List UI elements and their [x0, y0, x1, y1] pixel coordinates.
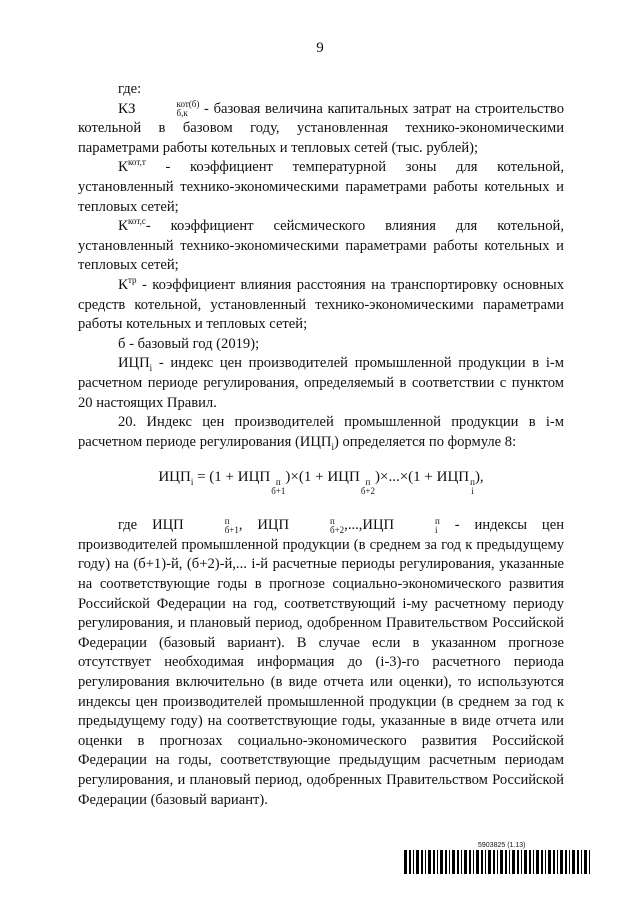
where-subscript: i [435, 524, 438, 535]
definition-text: - коэффициент температурной зоны для котельной, установленный технико-экономическими параметрами работы котельных и тепловых сетей; [78, 159, 564, 215]
paragraph-text-end: ) определяется по формуле 8: [333, 433, 517, 450]
barcode-number: 5903825 (1.13) [478, 842, 526, 849]
definition-text: - индекс цен производителей промышленной продукции в i-м расчетном периоде регулирования, определяемый в соответствии с пунктом 20 настоящих Правил. [78, 355, 564, 411]
formula-term: ИЦП [237, 469, 271, 486]
formula-term: ИЦП [436, 469, 470, 486]
where-text: - индексы цен производителей промышленной продукции (в среднем за год к предыдущему году) на (б+1)-й, (б+2)-й,... i-й расчетные периоды регулирования, указанные на соответствующие годы в прогнозе социально-экономического развития Российской Федерации на год, соответствующий i-му расчетному периоду регулирования, и плановый период, одобренном Правительством Российской Федерации (базовый вариант). В случае если в указанном прогнозе отсутствует необходимая информация до (i-3)-го расчетного периода регулирования включительно (в виде отчета или оценки), то используются индексы цен производителей промышленной продукции (в среднем за год к предыдущему году) на соответствующие годы, указанные в виде отчета или оценки в прогнозах социально-экономического развития Российской Федерации на годы, соответствующие предыдущим расчетным периодам регулирования, и плановый период, одобренных Правительством Российской Федерации (базовый вариант). [78, 517, 565, 808]
where-subscript: б+1 [224, 524, 239, 535]
formula-operator: )×...×(1 + [374, 469, 437, 486]
formula-end: ), [474, 469, 484, 486]
formula-term-superscript: п [365, 477, 371, 488]
definition-text: - базовая величина капитальных затрат на строительство котельной в базовом году, установленная технико-экономическими параметрами работы котельных и тепловых сетей (тыс. рублей); [78, 100, 564, 156]
paragraph-20 [78, 413, 564, 452]
definition-text: - коэффициент сейсмического влияния для котельной, установленный технико-экономическими параметрами работы котельных и тепловых сетей; [78, 218, 564, 274]
definition-capital-costs [78, 100, 564, 159]
definition-price-index [78, 354, 564, 413]
symbol-superscript: кот,т [128, 157, 146, 168]
symbol-indices [137, 100, 200, 118]
intro-text: где: [118, 81, 142, 97]
formula-term: ИЦП [327, 469, 360, 486]
definition-text: - коэффициент влияния расстояния на транспортировку основных средств котельной, установленный технико-экономическими параметрами работы котельных и тепловых сетей; [78, 276, 564, 333]
formula-lhs: ИЦП [158, 469, 191, 486]
symbol: ИЦП [118, 355, 150, 372]
formula-8 [78, 468, 564, 496]
definition-base-year [78, 335, 564, 355]
formula-term-superscript: п [470, 477, 475, 488]
barcode-icon [404, 850, 590, 874]
formula-operator: = (1 + [193, 469, 238, 486]
symbol-superscript: тр [128, 275, 137, 286]
where-symbol-indices [395, 517, 440, 535]
where-symbol: ИЦП [152, 517, 184, 534]
symbol-superscript: кот,с [128, 216, 146, 227]
document-barcode [404, 842, 590, 874]
formula-term-subscript: б+2 [360, 486, 375, 497]
formula-term-subscript: б+1 [271, 486, 286, 497]
page-number: 9 [316, 40, 324, 56]
document-body [78, 80, 564, 810]
where-symbol: ИЦП [362, 517, 395, 534]
symbol-subscript: б,к [176, 108, 188, 119]
where-paragraph [78, 516, 564, 810]
where-superscript: п [224, 515, 230, 526]
where-symbol-indices [185, 517, 239, 535]
formula-term-indices [271, 478, 285, 496]
formula-term-superscript: п [275, 477, 281, 488]
formula-term-subscript: i [471, 486, 474, 497]
symbol: КЗ [118, 100, 136, 117]
where-subscript: б+2 [330, 524, 345, 535]
paragraph-subscript: i [331, 441, 334, 452]
symbol-superscript: кот(б) [176, 99, 200, 110]
where-symbol-indices [290, 517, 344, 535]
symbol: К [118, 159, 129, 176]
definition-text: б - базовый год (2019); [118, 335, 260, 352]
formula-term-indices [361, 478, 375, 496]
symbol: К [118, 218, 129, 235]
where-separator: ,..., [344, 517, 363, 534]
where-separator: , [238, 517, 258, 534]
symbol-subscript: i [149, 363, 153, 374]
definition-transport-coef [78, 276, 564, 335]
formula-operator: )×(1 + [285, 469, 328, 486]
definition-temperature-coef [78, 158, 564, 217]
where-prefix: где [118, 517, 153, 534]
where-symbol: ИЦП [257, 517, 290, 534]
symbol: К [118, 276, 129, 293]
formula-lhs-subscript: i [190, 477, 194, 488]
where-superscript: п [330, 515, 335, 526]
paragraph-text: 20. Индекс цен производителей промышленной продукции в i-м расчетном периоде регулирования (ИЦП [78, 414, 564, 450]
where-superscript: п [435, 515, 440, 526]
definition-seismic-coef [78, 217, 564, 276]
